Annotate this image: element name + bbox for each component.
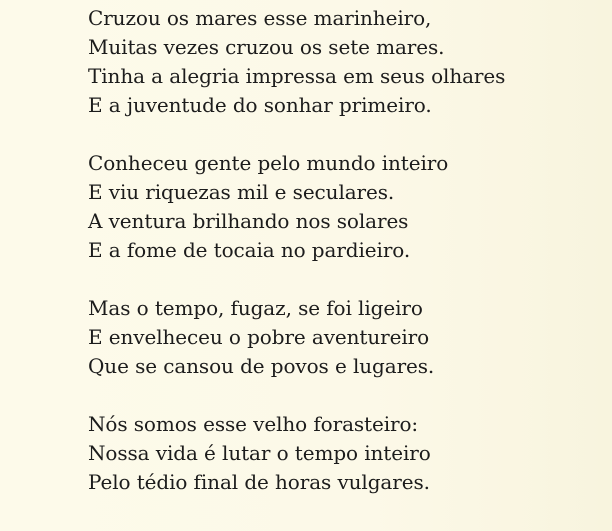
poem-line: Tinha a alegria impressa em seus olhares <box>88 64 506 88</box>
poem-line: Conheceu gente pelo mundo inteiro <box>88 151 449 175</box>
stanza-4 <box>88 410 598 497</box>
poem-line: Que se cansou de povos e lugares. <box>88 354 435 378</box>
poem-line: E a fome de tocaia no pardieiro. <box>88 238 411 262</box>
poem-line: E viu riquezas mil e seculares. <box>88 180 395 204</box>
poem-line: Nossa vida é lutar o tempo inteiro <box>88 441 431 465</box>
stanza-2 <box>88 149 598 265</box>
poem-text <box>88 4 598 497</box>
stanza-1 <box>88 4 598 120</box>
poem-line: Mas o tempo, fugaz, se foi ligeiro <box>88 296 423 320</box>
poem-line: E a juventude do sonhar primeiro. <box>88 93 432 117</box>
stanza-3 <box>88 294 598 381</box>
poem-line: E envelheceu o pobre aventureiro <box>88 325 430 349</box>
poem-line: Cruzou os mares esse marinheiro, <box>88 6 432 30</box>
poem-line: Muitas vezes cruzou os sete mares. <box>88 35 445 59</box>
poem-line: A ventura brilhando nos solares <box>88 209 409 233</box>
poem-line: Nós somos esse velho forasteiro: <box>88 412 419 436</box>
poem-line: Pelo tédio final de horas vulgares. <box>88 470 430 494</box>
